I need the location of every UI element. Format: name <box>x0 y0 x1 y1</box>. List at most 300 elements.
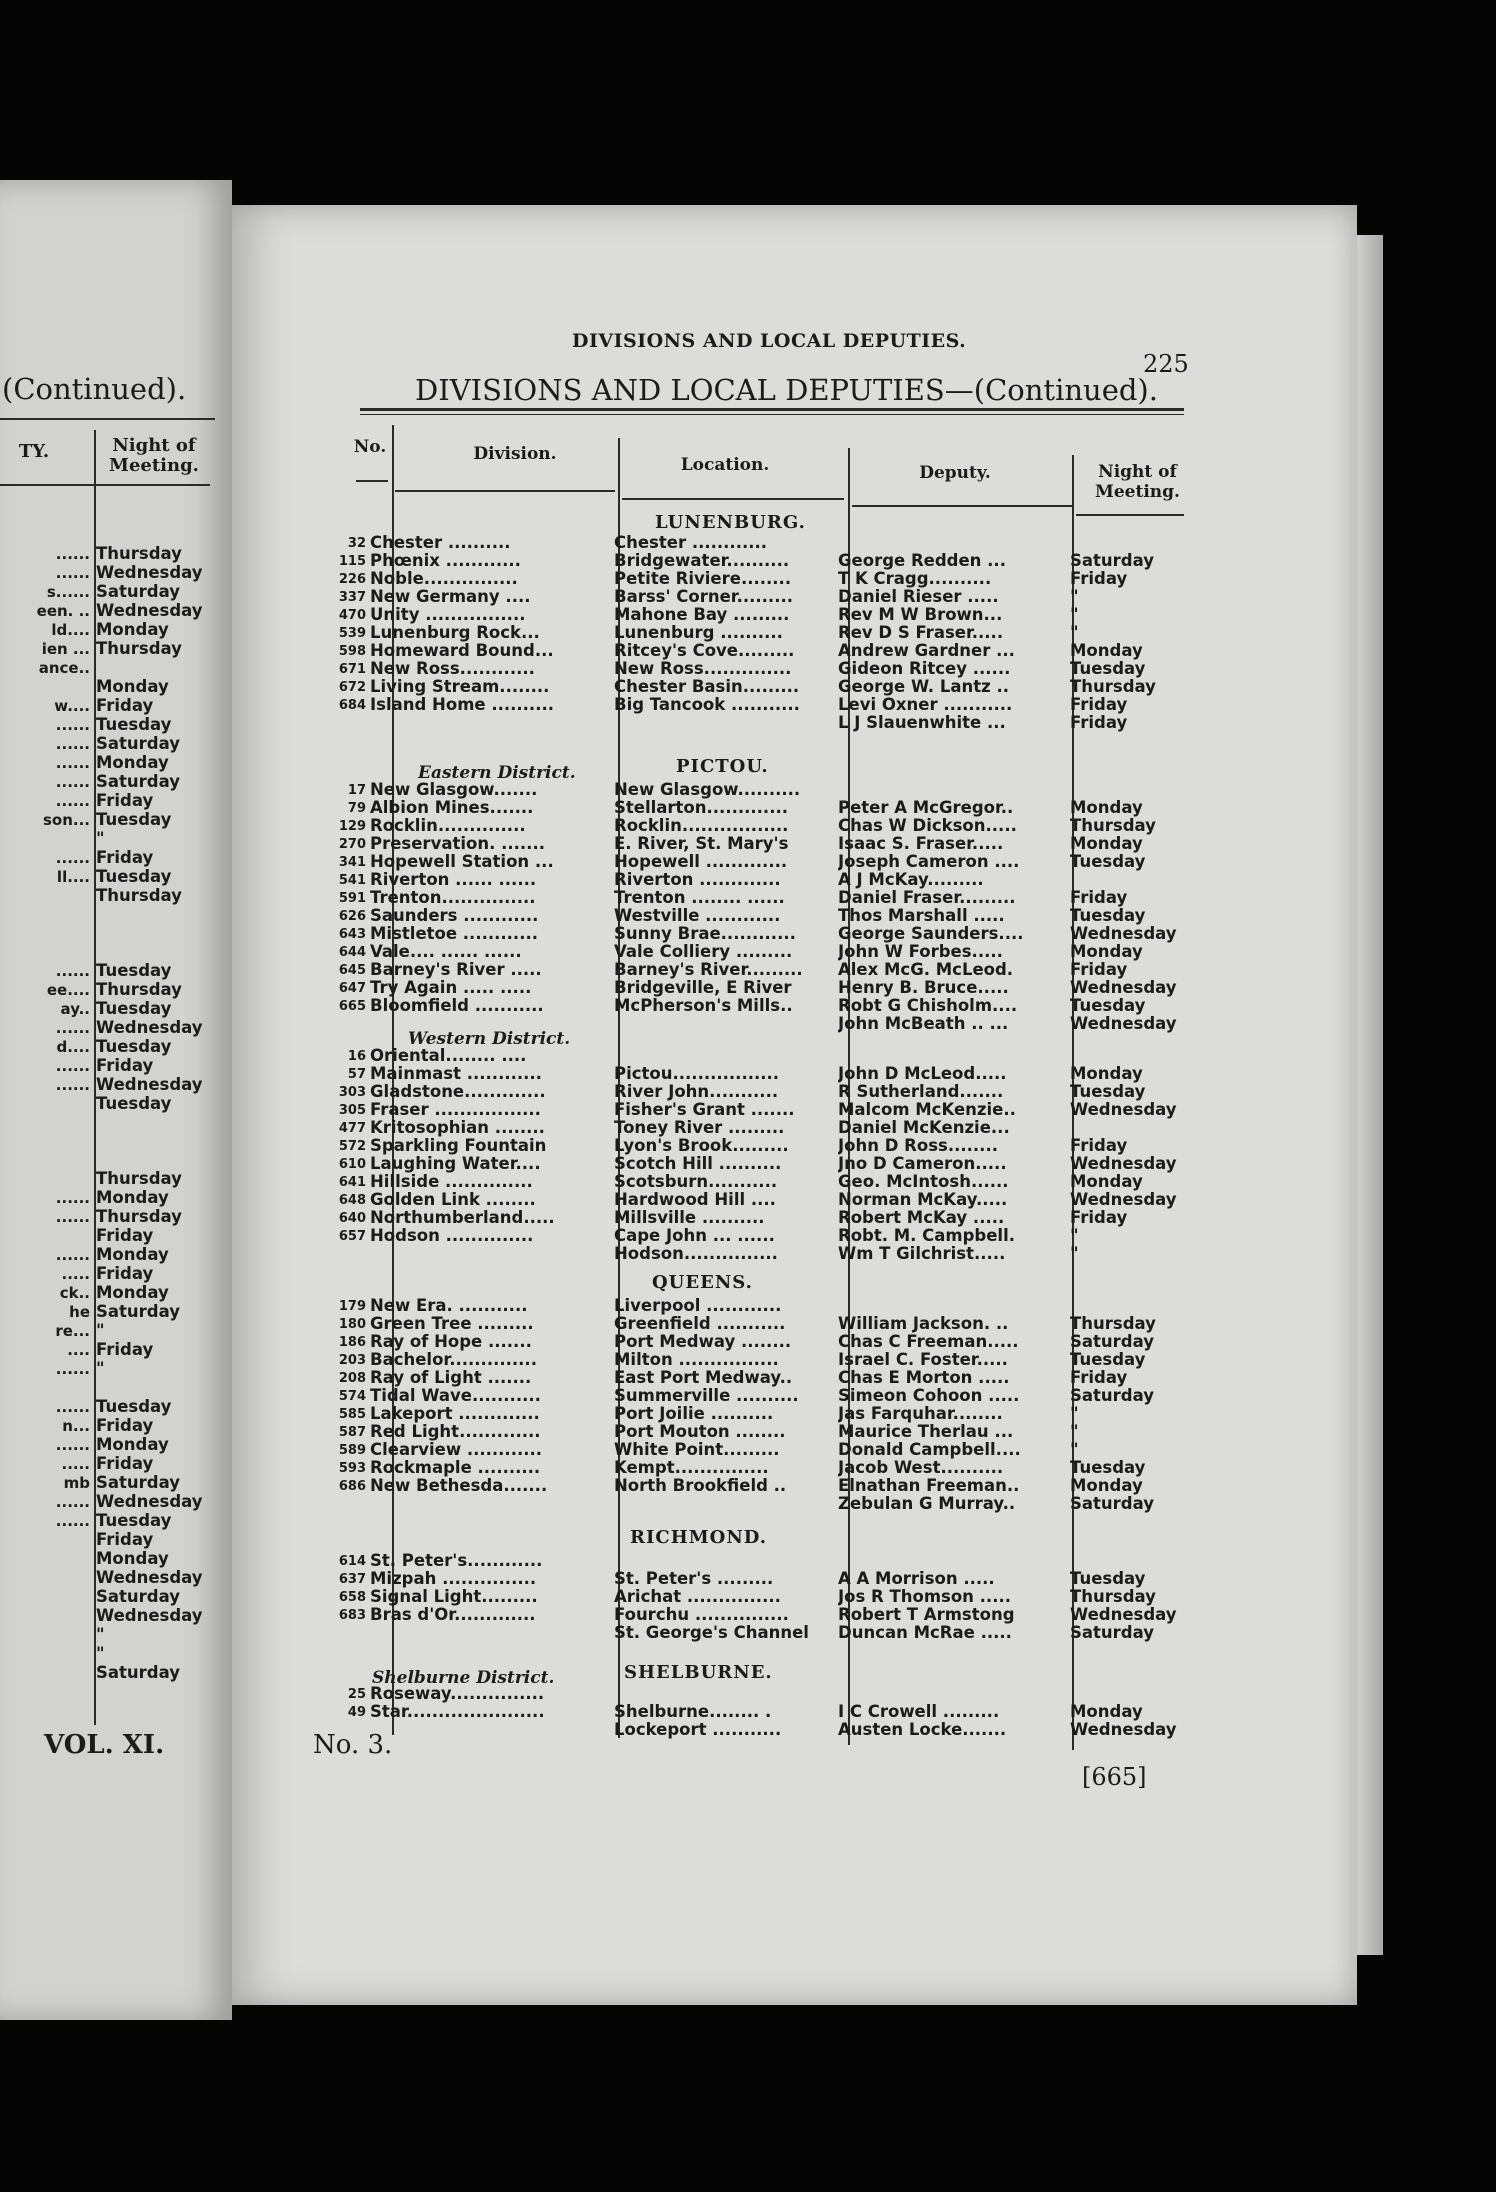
meeting-night: Saturday <box>1070 1386 1154 1405</box>
deputy-name: John D Ross........ <box>838 1137 998 1155</box>
left-deputy-fragment: ld.... <box>51 621 90 639</box>
division-name: Mizpah ............... <box>370 1570 537 1588</box>
page-edge <box>1357 235 1383 1955</box>
left-night-cell: Wednesday <box>96 1606 203 1625</box>
deputy-name: John W Forbes..... <box>838 943 1003 961</box>
deputy-name: John D McLeod..... <box>838 1065 1007 1083</box>
division-number: 658 <box>338 1590 366 1605</box>
meeting-night: Wednesday <box>1070 1014 1177 1033</box>
left-deputy-fragment: ...... <box>55 564 90 582</box>
meeting-night: Friday <box>1070 713 1128 732</box>
meeting-night: Monday <box>1070 1476 1143 1495</box>
meeting-night: Monday <box>1070 641 1143 660</box>
division-number: 657 <box>338 1229 366 1244</box>
left-night-cell: Saturday <box>96 1587 180 1606</box>
left-night-cell: Saturday <box>96 1663 180 1682</box>
meeting-night: " <box>1070 1440 1079 1459</box>
deputy-name: Norman McKay..... <box>838 1191 1008 1209</box>
division-name: St. Peter's............ <box>370 1552 543 1570</box>
left-night-cell: Friday <box>96 1416 154 1435</box>
deputy-name: Robert T Armstong <box>838 1606 1015 1624</box>
left-night-cell: Monday <box>96 1245 169 1264</box>
division-name: Signal Light......... <box>370 1588 538 1606</box>
division-location: Hopewell ............. <box>614 853 788 871</box>
division-number: 645 <box>338 963 366 978</box>
division-number: 614 <box>338 1554 366 1569</box>
division-number: 647 <box>338 981 366 996</box>
deputy-name: Levi Oxner ........... <box>838 696 1013 714</box>
division-name: Oriental........ .... <box>370 1047 527 1065</box>
division-name: Preservation. ....... <box>370 835 545 853</box>
division-number: 179 <box>338 1299 366 1314</box>
header-rule-night <box>1076 514 1184 516</box>
meeting-night: Saturday <box>1070 1494 1154 1513</box>
division-number: 640 <box>338 1211 366 1226</box>
meeting-night: " <box>1070 1226 1079 1245</box>
meeting-night: " <box>1070 1244 1079 1263</box>
division-number: 470 <box>338 608 366 623</box>
meeting-night: " <box>1070 605 1079 624</box>
county-heading: QUEENS. <box>652 1272 753 1293</box>
left-night-cell: " <box>96 1321 105 1340</box>
division-location: Ritcey's Cove......... <box>614 642 795 660</box>
left-deputy-fragment: ...... <box>55 545 90 563</box>
division-name: Hopewell Station ... <box>370 853 554 871</box>
division-name: Bachelor.............. <box>370 1351 537 1369</box>
division-name: Trenton............... <box>370 889 536 907</box>
deputy-name: William Jackson. .. <box>838 1315 1009 1333</box>
deputy-name: Maurice Therlau ... <box>838 1423 1014 1441</box>
division-location: Barss' Corner......... <box>614 588 794 606</box>
left-night-cell: Tuesday <box>96 999 172 1018</box>
deputy-name: Donald Campbell.... <box>838 1441 1021 1459</box>
division-number: 208 <box>338 1371 366 1386</box>
division-name: Laughing Water.... <box>370 1155 541 1173</box>
division-name: Albion Mines....... <box>370 799 534 817</box>
division-location: Barney's River......... <box>614 961 803 979</box>
division-name: Mistletoe ............ <box>370 925 539 943</box>
deputy-name: Malcom McKenzie.. <box>838 1101 1016 1119</box>
left-deputy-fragment: d.... <box>56 1038 90 1056</box>
district-heading: Western District. <box>408 1029 571 1049</box>
division-name: Living Stream........ <box>370 678 550 696</box>
division-location: Summerville .......... <box>614 1387 799 1405</box>
division-location: Trenton ........ ...... <box>614 889 785 907</box>
county-heading: PICTOU. <box>676 756 769 777</box>
left-deputy-fragment: ...... <box>55 773 90 791</box>
left-night-cell: Monday <box>96 620 169 639</box>
division-location: Lyon's Brook......... <box>614 1137 789 1155</box>
left-deputy-fragment: ll.... <box>56 868 90 886</box>
deputy-name: Chas E Morton ..... <box>838 1369 1010 1387</box>
division-name: Tidal Wave........... <box>370 1387 541 1405</box>
left-night-cell: Tuesday <box>96 867 172 886</box>
meeting-night: " <box>1070 587 1079 606</box>
left-deputy-fragment: ...... <box>55 849 90 867</box>
page-number: 225 <box>1143 350 1189 378</box>
deputy-name: Simeon Cohoon ..... <box>838 1387 1020 1405</box>
division-location: New Glasgow.......... <box>614 781 801 799</box>
district-heading: Eastern District. <box>418 763 576 783</box>
left-deputy-fragment: ...... <box>55 1512 90 1530</box>
meeting-night: Monday <box>1070 1702 1143 1721</box>
division-name: New Glasgow....... <box>370 781 538 799</box>
col-head-night: Night of Meeting. <box>1095 462 1180 502</box>
division-number: 683 <box>338 1608 366 1623</box>
left-night-cell: Saturday <box>96 1473 180 1492</box>
division-number: 641 <box>338 1175 366 1190</box>
header-rule-deputy <box>852 505 1072 507</box>
left-deputy-fragment: w.... <box>54 697 90 715</box>
left-night-cell: Tuesday <box>96 1094 172 1113</box>
page-reference: [665] <box>1082 1763 1147 1791</box>
division-location: Chester ............ <box>614 534 768 552</box>
left-night-cell: Wednesday <box>96 563 203 582</box>
division-name: Vale.... ...... ...... <box>370 943 522 961</box>
division-number: 226 <box>338 572 366 587</box>
division-location: Port Joilie .......... <box>614 1405 774 1423</box>
division-name: Ray of Hope ....... <box>370 1333 532 1351</box>
left-night-cell: Thursday <box>96 1207 182 1226</box>
meeting-night: Monday <box>1070 798 1143 817</box>
meeting-night: Tuesday <box>1070 1350 1146 1369</box>
left-deputy-fragment: he <box>69 1303 90 1321</box>
title-rule <box>360 408 1184 411</box>
division-number: 672 <box>338 680 366 695</box>
deputy-name: Chas W Dickson..... <box>838 817 1017 835</box>
division-location: McPherson's Mills.. <box>614 997 793 1015</box>
division-name: Riverton ...... ...... <box>370 871 537 889</box>
deputy-name: Daniel Fraser......... <box>838 889 1016 907</box>
division-name: Phœnix ............ <box>370 552 521 570</box>
division-name: Gladstone............. <box>370 1083 546 1101</box>
deputy-name: Isaac S. Fraser..... <box>838 835 1004 853</box>
left-deputy-fragment: n... <box>62 1417 90 1435</box>
deputy-name: Elnathan Freeman.. <box>838 1477 1020 1495</box>
division-name: Homeward Bound... <box>370 642 554 660</box>
issue-number: No. 3. <box>313 1730 393 1760</box>
meeting-night: Friday <box>1070 888 1128 907</box>
meeting-night: Saturday <box>1070 551 1154 570</box>
meeting-night: Wednesday <box>1070 1605 1177 1624</box>
division-name: Fraser ................. <box>370 1101 541 1119</box>
deputy-name: Alex McG. McLeod. <box>838 961 1014 979</box>
division-location: Lunenburg .......... <box>614 624 783 642</box>
left-deputy-fragment: son... <box>42 811 90 829</box>
left-deputy-fragment: s...... <box>46 583 90 601</box>
meeting-night: Saturday <box>1070 1623 1154 1642</box>
header-rule-no <box>356 480 388 482</box>
division-name: Island Home .......... <box>370 696 555 714</box>
left-night-cell: Wednesday <box>96 1018 203 1037</box>
meeting-night: Thursday <box>1070 677 1156 696</box>
division-number: 587 <box>338 1425 366 1440</box>
left-night-cell: Friday <box>96 1530 154 1549</box>
left-deputy-fragment: ...... <box>55 1019 90 1037</box>
meeting-night: " <box>1070 623 1079 642</box>
division-number: 305 <box>338 1103 366 1118</box>
left-night-cell: Wednesday <box>96 1492 203 1511</box>
deputy-name: Joseph Cameron .... <box>838 853 1020 871</box>
division-location: Petite Riviere........ <box>614 570 792 588</box>
division-name: Red Light............. <box>370 1423 541 1441</box>
division-name: New Era. ........... <box>370 1297 528 1315</box>
division-number: 589 <box>338 1443 366 1458</box>
meeting-night: " <box>1070 1422 1079 1441</box>
division-number: 180 <box>338 1317 366 1332</box>
division-location: Scotch Hill .......... <box>614 1155 782 1173</box>
division-location: Port Mouton ........ <box>614 1423 786 1441</box>
left-night-cell: Wednesday <box>96 601 203 620</box>
left-night-cell: Friday <box>96 1340 154 1359</box>
division-location: Bridgewater.......... <box>614 552 790 570</box>
left-night-cell: " <box>96 829 105 848</box>
division-number: 270 <box>338 837 366 852</box>
division-location: Scotsburn........... <box>614 1173 778 1191</box>
left-night-cell: " <box>96 1359 105 1378</box>
col-head-deputy: Deputy. <box>919 463 991 483</box>
division-location: Hardwood Hill .... <box>614 1191 776 1209</box>
left-night-cell: Thursday <box>96 639 182 658</box>
left-deputy-fragment: .... <box>67 1341 90 1359</box>
division-location: Vale Colliery ......... <box>614 943 793 961</box>
division-name: Lunenburg Rock... <box>370 624 540 642</box>
left-night-cell: Monday <box>96 753 169 772</box>
left-deputy-fragment: ...... <box>55 962 90 980</box>
deputy-name: Jos R Thomson ..... <box>838 1588 1012 1606</box>
division-location: E. River, St. Mary's <box>614 835 789 853</box>
division-number: 32 <box>347 536 366 551</box>
division-location: East Port Medway.. <box>614 1369 793 1387</box>
left-night-cell: Thursday <box>96 1169 182 1188</box>
left-night-cell: Monday <box>96 677 169 696</box>
division-number: 341 <box>338 855 366 870</box>
division-number: 644 <box>338 945 366 960</box>
meeting-night: Friday <box>1070 1368 1128 1387</box>
deputy-name: Robt. M. Campbell. <box>838 1227 1016 1245</box>
division-location: Stellarton............. <box>614 799 788 817</box>
meeting-night: Tuesday <box>1070 906 1146 925</box>
meeting-night: Tuesday <box>1070 659 1146 678</box>
deputy-name: George Redden ... <box>838 552 1006 570</box>
running-head: DIVISIONS AND LOCAL DEPUTIES. <box>572 330 967 352</box>
deputy-name: Jno D Cameron..... <box>838 1155 1007 1173</box>
meeting-night: Saturday <box>1070 1332 1154 1351</box>
division-number: 203 <box>338 1353 366 1368</box>
meeting-night: Monday <box>1070 834 1143 853</box>
division-location: Toney River ......... <box>614 1119 785 1137</box>
division-location: Bridgeville, E River <box>614 979 792 997</box>
left-night-cell: Friday <box>96 1056 154 1075</box>
division-name: Clearview ............ <box>370 1441 543 1459</box>
left-deputy-fragment: ...... <box>55 735 90 753</box>
division-location: Milton ................ <box>614 1351 779 1369</box>
division-name: Roseway............... <box>370 1685 545 1703</box>
meeting-night: Tuesday <box>1070 1569 1146 1588</box>
division-name: Mainmast ............ <box>370 1065 542 1083</box>
left-night-cell: Friday <box>96 1226 154 1245</box>
deputy-name: Austen Locke....... <box>838 1721 1007 1739</box>
county-heading: LUNENBURG. <box>655 512 806 533</box>
left-night-cell: Tuesday <box>96 810 172 829</box>
deputy-name: Chas C Freeman..... <box>838 1333 1019 1351</box>
left-night-cell: Monday <box>96 1283 169 1302</box>
left-deputy-fragment: ...... <box>55 1208 90 1226</box>
deputy-name: Thos Marshall ..... <box>838 907 1005 925</box>
division-name: Hodson .............. <box>370 1227 534 1245</box>
left-deputy-fragment: een. .. <box>36 602 90 620</box>
division-location: Riverton ............. <box>614 871 781 889</box>
division-number: 572 <box>338 1139 366 1154</box>
division-number: 648 <box>338 1193 366 1208</box>
meeting-night: Thursday <box>1070 816 1156 835</box>
deputy-name: Robert McKay ..... <box>838 1209 1005 1227</box>
left-night-cell: Thursday <box>96 980 182 999</box>
division-name: Sparkling Fountain <box>370 1137 547 1155</box>
division-name: Green Tree ......... <box>370 1315 534 1333</box>
division-number: 686 <box>338 1479 366 1494</box>
division-location: New Ross.............. <box>614 660 792 678</box>
deputy-name: Peter A McGregor.. <box>838 799 1014 817</box>
meeting-night: Tuesday <box>1070 996 1146 1015</box>
deputy-name: I C Crowell ......... <box>838 1703 1000 1721</box>
left-night-cell: Tuesday <box>96 1397 172 1416</box>
deputy-name: Gideon Ritcey ...... <box>838 660 1011 678</box>
division-number: 637 <box>338 1572 366 1587</box>
left-night-cell: Monday <box>96 1549 169 1568</box>
division-number: 16 <box>347 1049 366 1064</box>
left-night-cell: Friday <box>96 696 154 715</box>
deputy-name: Israel C. Foster..... <box>838 1351 1008 1369</box>
division-number: 574 <box>338 1389 366 1404</box>
left-deputy-fragment: ...... <box>55 1057 90 1075</box>
division-location: Kempt............... <box>614 1459 769 1477</box>
meeting-night: Wednesday <box>1070 924 1177 943</box>
left-header-rule <box>0 484 210 486</box>
division-number: 17 <box>347 783 366 798</box>
division-location: Sunny Brae............ <box>614 925 796 943</box>
division-name: Noble............... <box>370 570 518 588</box>
division-location: Port Medway ........ <box>614 1333 792 1351</box>
division-name: Try Again ..... ..... <box>370 979 532 997</box>
division-location: Fisher's Grant ....... <box>614 1101 795 1119</box>
division-location: Westville ............ <box>614 907 781 925</box>
col-head-division: Division. <box>473 444 557 464</box>
deputy-name: Henry B. Bruce..... <box>838 979 1009 997</box>
left-deputy-fragment: ee.... <box>46 981 90 999</box>
division-name: Bloomfield ........... <box>370 997 544 1015</box>
left-night-cell: Monday <box>96 1435 169 1454</box>
left-deputy-fragment: ...... <box>55 1436 90 1454</box>
title-rule-thin <box>360 414 1184 415</box>
left-deputy-fragment: ance.. <box>38 659 90 677</box>
meeting-night: Thursday <box>1070 1314 1156 1333</box>
deputy-name: John McBeath .. ... <box>838 1015 1009 1033</box>
left-col-head-deputy: TY. <box>18 441 50 462</box>
division-name: Rockmaple .......... <box>370 1459 541 1477</box>
meeting-night: Wednesday <box>1070 1720 1177 1739</box>
division-number: 477 <box>338 1121 366 1136</box>
left-night-cell: " <box>96 1625 105 1644</box>
left-night-cell: Saturday <box>96 582 180 601</box>
meeting-night: Wednesday <box>1070 1100 1177 1119</box>
meeting-night: Friday <box>1070 960 1128 979</box>
deputy-name: Daniel Rieser ..... <box>838 588 999 606</box>
left-deputy-fragment: ..... <box>61 1455 90 1473</box>
col-head-location: Location. <box>680 455 770 475</box>
left-deputy-fragment: ...... <box>55 792 90 810</box>
division-location: St. Peter's ......... <box>614 1570 774 1588</box>
meeting-night: Tuesday <box>1070 1082 1146 1101</box>
deputy-name: Rev D S Fraser..... <box>838 624 1004 642</box>
deputy-name: Geo. McIntosh...... <box>838 1173 1009 1191</box>
deputy-name: A J McKay......... <box>838 871 984 889</box>
deputy-name: George W. Lantz .. <box>838 678 1009 696</box>
division-number: 610 <box>338 1157 366 1172</box>
deputy-name: Andrew Gardner ... <box>838 642 1015 660</box>
division-name: New Ross............ <box>370 660 535 678</box>
county-heading: SHELBURNE. <box>624 1662 773 1683</box>
division-location: Cape John ... ...... <box>614 1227 775 1245</box>
left-deputy-fragment: ...... <box>55 716 90 734</box>
division-number: 598 <box>338 644 366 659</box>
meeting-night: Tuesday <box>1070 1458 1146 1477</box>
division-location: Chester Basin......... <box>614 678 800 696</box>
division-location: Pictou................. <box>614 1065 780 1083</box>
deputy-name: Jacob West.......... <box>838 1459 1004 1477</box>
meeting-night: " <box>1070 1404 1079 1423</box>
left-night-cell: Saturday <box>96 772 180 791</box>
county-heading: RICHMOND. <box>630 1527 768 1548</box>
division-location: Millsville .......... <box>614 1209 765 1227</box>
meeting-night: Monday <box>1070 1172 1143 1191</box>
division-location: Shelburne........ . <box>614 1703 772 1721</box>
division-number: 57 <box>347 1067 366 1082</box>
division-number: 115 <box>338 554 366 569</box>
division-number: 25 <box>347 1687 366 1702</box>
left-night-cell: Thursday <box>96 544 182 563</box>
division-location: Greenfield ........... <box>614 1315 786 1333</box>
left-night-cell: " <box>96 1644 105 1663</box>
left-night-cell: Wednesday <box>96 1568 203 1587</box>
division-name: Star...................... <box>370 1703 545 1721</box>
left-night-cell: Friday <box>96 1454 154 1473</box>
division-location: White Point......... <box>614 1441 780 1459</box>
division-name: Kritosophian ........ <box>370 1119 545 1137</box>
division-location: St. George's Channel <box>614 1624 809 1642</box>
meeting-night: Wednesday <box>1070 1190 1177 1209</box>
division-number: 643 <box>338 927 366 942</box>
division-number: 593 <box>338 1461 366 1476</box>
division-number: 129 <box>338 819 366 834</box>
division-location: Mahone Bay ......... <box>614 606 790 624</box>
deputy-name: A A Morrison ..... <box>838 1570 995 1588</box>
left-night-cell: Friday <box>96 791 154 810</box>
deputy-name: Wm T Gilchrist..... <box>838 1245 1006 1263</box>
left-deputy-fragment: mb <box>63 1474 90 1492</box>
deputy-name: L J Slauenwhite ... <box>838 714 1006 732</box>
header-rule-location <box>622 498 844 500</box>
division-location: Arichat ............... <box>614 1588 781 1606</box>
deputy-name: George Saunders.... <box>838 925 1024 943</box>
meeting-night: Wednesday <box>1070 978 1177 997</box>
division-name: Barney's River ..... <box>370 961 542 979</box>
division-name: Rocklin.............. <box>370 817 526 835</box>
division-location: North Brookfield .. <box>614 1477 787 1495</box>
division-number: 591 <box>338 891 366 906</box>
division-number: 49 <box>347 1705 366 1720</box>
deputy-name: Rev M W Brown... <box>838 606 1003 624</box>
